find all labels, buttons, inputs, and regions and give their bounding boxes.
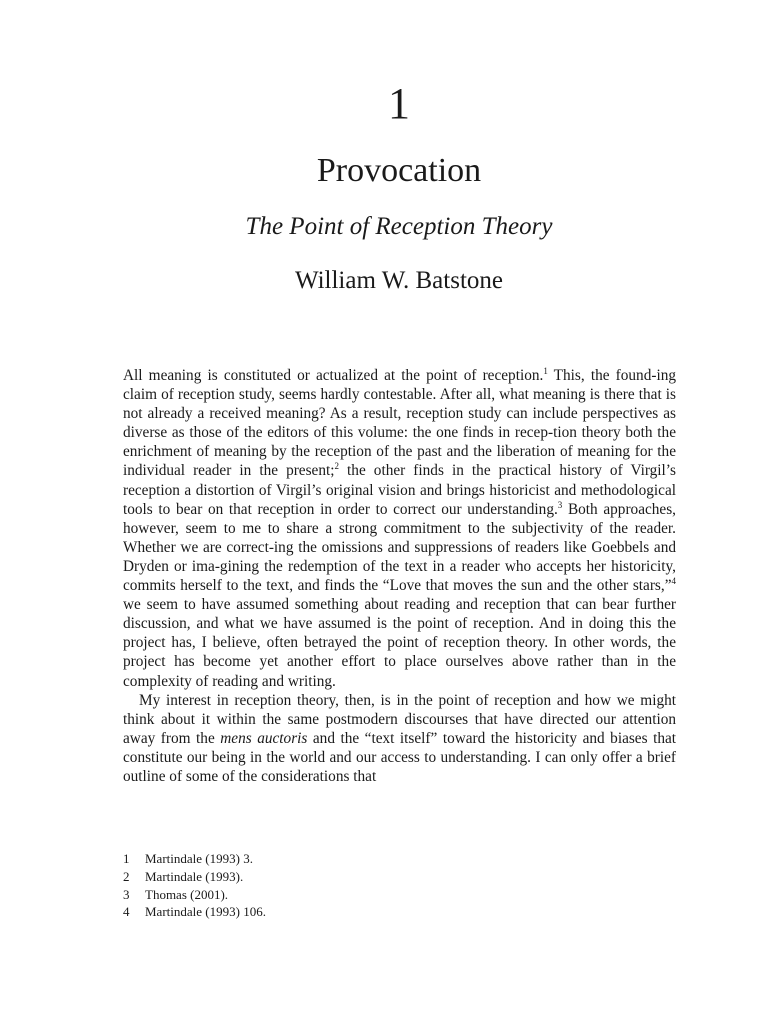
paragraph-2-italic-term: mens auctoris	[220, 729, 308, 747]
body-text	[123, 366, 676, 786]
paragraph-1-sentence-4: Both approaches, however, seem to me to share a strong commitment to the subjectivity of the reader. Whether we are correct-ing the omissions and suppressions of readers like Goebbels and Dryden or ima-gining the redemption of the text in a reader who accepts her historicity, commits herself to the text, and finds the “Love that moves the sun and the other stars,”	[123, 500, 676, 595]
paragraph-1-sentence-2: This, the found-ing claim of reception study, seems hardly contestable. After all, what meaning is there that is not already a received meaning? As a result, reception study can include perspectives as diverse as those of the editors of this volume: the one finds in recep-tion theory both the enrichment of meaning by the reception of the past and the liberation of meaning for the individual reader in the present;	[123, 367, 676, 480]
paragraph-2-text-1: My interest in reception theory, then, is in the point of reception and how we might think about it within the same postmodern discourses that have directed our attention away from the	[123, 691, 676, 747]
chapter-title: Provocation	[316, 152, 482, 189]
footnote-ref-2[interactable]: 2	[334, 461, 339, 472]
footnote-number: 3	[123, 886, 130, 902]
footnote-ref-1[interactable]: 1	[543, 365, 548, 376]
footnotes	[123, 850, 676, 921]
paragraph-2-text-2: and the “text itself” toward the historicity and biases that constitute our being in the world and our access to understanding. I can only offer a brief outline of some of the considerations that	[123, 729, 677, 785]
footnote-text: Martindale (1993).	[145, 868, 244, 884]
footnote-number: 2	[123, 868, 130, 884]
footnote	[123, 886, 676, 904]
chapter-author: William W. Batstone	[294, 267, 503, 294]
paragraph-1	[123, 366, 676, 691]
paragraph-1-sentence-3: the other finds in the practical history of Virgil’s reception a distortion of Virgil’s original vision and brings historicist and methodological tools to bear on that reception in order to correct our understanding.	[123, 462, 677, 518]
footnote	[123, 850, 676, 868]
footnote-text: Thomas (2001).	[145, 886, 229, 902]
paragraph-2	[123, 691, 676, 786]
footnote-number: 1	[123, 851, 130, 866]
footnote-ref-3[interactable]: 3	[557, 499, 563, 510]
chapter-number: 1	[388, 79, 410, 128]
paragraph-1-sentence-1: All meaning is constituted or actualized at the point of reception.	[123, 367, 544, 384]
footnote	[123, 868, 676, 886]
footnote-text: Martindale (1993) 3.	[145, 851, 253, 866]
footnote-number: 4	[123, 904, 130, 920]
chapter-subtitle: The Point of Reception Theory	[245, 213, 553, 240]
footnote-text: Martindale (1993) 106.	[145, 904, 266, 920]
paragraph-1-sentence-5: we seem to have assumed something about reading and reception that can bear further discussion, and what we have assumed is the point of reception. And in doing this the project has, I believe, often betrayed the point of reception theory. In other words, the project has become yet another effort to place ourselves above rather than in the complexity of reading and writing.	[123, 596, 676, 690]
footnote-ref-4[interactable]: 4	[671, 575, 676, 586]
footnote	[123, 903, 676, 921]
